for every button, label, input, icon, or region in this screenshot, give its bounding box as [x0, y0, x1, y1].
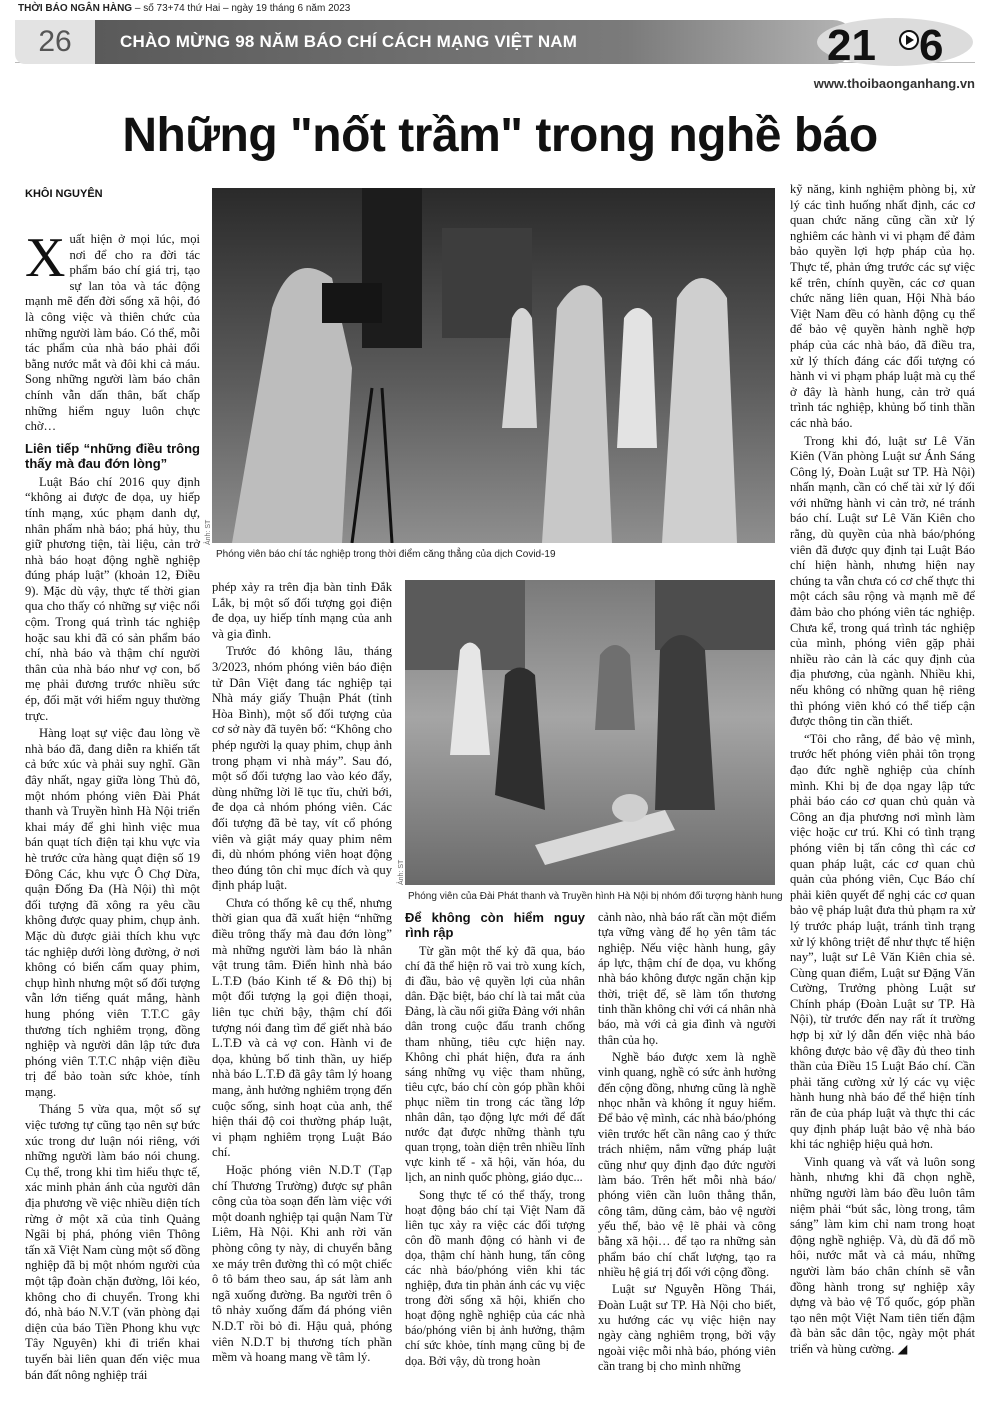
body-paragraph: Luật sư Nguyễn Hồng Thái, Đoàn Luật sư TP. Hà Nội cho biết, xu hướng các vụ việc hiện nay ngày càng nghiêm trọng, bởi vậy ngoài việc mỗi nhà báo, phóng viên cần trang bị cho mình những — [598, 1282, 776, 1373]
subhead-1: Liên tiếp “những điều trông thấy mà đau đớn lòng” — [25, 440, 200, 471]
photo-covid-reporters — [212, 188, 775, 543]
issue-info: – số 73+74 thứ Hai – ngày 19 tháng 6 năm 2023 — [132, 3, 351, 14]
body-paragraph: Trước đó không lâu, tháng 3/2023, nhóm phóng viên báo điện tử Dân Việt đang tác nghiệp tại Nhà máy giấy Thuận Phát (tỉnh Hòa Bình), một số đối tượng của cơ sở này đã tuyên bố: “Không cho phép người lạ quay phim, chụp ảnh trong phạm vi nhà máy”. Sau đó, một số đối tượng lao vào kéo đẩy, dùng những lời lẽ tục tĩu, chửi bới, đe dọa cả nhóm phóng viên. Các đối tượng đã bẻ tay, vít cổ phóng viên và giật máy quay phim nêm đi, dù nhóm phóng viên hoạt động theo đúng tôn chỉ mục đích và quy định pháp luật. — [212, 644, 392, 893]
anniversary-logo — [815, 16, 975, 66]
photo-1-caption: Phóng viên báo chí tác nghiệp trong thời điểm căng thẳng của dịch Covid-19 — [216, 549, 556, 560]
body-paragraph: cảnh nào, nhà báo rất cần một điểm tựa vững vàng để họ yên tâm tác nghiệp. Nếu việc hành hung, gây áp lực, thậm chí đe dọa, vu khống nhà báo không được ngăn chặn kịp thời, triệt để, sẽ làm tổn thương tinh thần không chỉ với cá nhân nhà báo, mà với cả gia đình và người thân của họ. — [598, 910, 776, 1047]
column-5 — [790, 182, 975, 1360]
body-paragraph: Từ gần một thế kỷ đã qua, báo chí đã thể hiện rõ vai trò xung kích, đi đầu, bảo vệ quyền lợi của nhân dân. Đặc biệt, báo chí là tai mắt của Đảng, là cầu nối giữa Đảng với nhân dân trong cuộc đấu tranh chống tham nhũng, tiêu cực hiện nay. Không chỉ phát hiện, đưa ra ánh sáng những vụ việc tham nhũng, tiêu cực, báo chí còn góp phần khôi phục niềm tin trong các tầng lớp nhân dân, tạo động lực mới để đất nước đạt được những thành tựu quan trọng, toàn diện trên nhiều lĩnh vực kinh tế - xã hội, văn hóa, du lịch, an ninh quốc phòng, giáo dục... — [405, 944, 585, 1185]
website-url: www.thoibaonganhang.vn — [813, 76, 975, 91]
body-paragraph: phép xảy ra trên địa bàn tỉnh Đắk Lắk, bị một số đối tượng gọi điện đe dọa, uy hiếp tính mạng của anh và gia đình. — [212, 580, 392, 641]
photo-credit: Ảnh: ST — [205, 519, 212, 545]
body-paragraph: kỹ năng, kinh nghiệm phòng bị, xử lý các tình huống nhất định, các cơ quan chức năng cũng cần xử lý nghiêm các hành vi vi phạm để đảm bảo quyền lợi hợp pháp của họ. Thực tế, phản ứng trước các sự việc kể trên, chính quyền, các cơ quan chức năng liên quan, Hội Nhà báo Việt Nam đều có hành động cụ thể để bảo vệ quyền hành nghề hợp pháp của các nhà báo, đã điều tra, xử lý thích đáng các đối tượng có hành vi vi phạm pháp luật mà cụ thể ở đây là hành hung, cản trở quá trình tác nghiệp, khủng bố tinh thần các nhà báo. — [790, 182, 975, 430]
photo-assault — [405, 580, 775, 885]
body-paragraph: Tháng 5 vừa qua, một số sự việc tương tự cũng tạo nên sự bức xúc trong dư luận nói riêng, với những người làm báo nói chung. Cụ thể, trong khi tìm hiểu thực tế, xác minh phản ánh của người dân địa phương về việc nhiều diện tích rừng ở một xã của tỉnh Quảng Ngãi bị phá, phóng viên Thông tấn xã Việt Nam cùng một số đồng nghiệp đã bị một nhóm người của một tập đoàn chặn đường, lôi kéo, không cho đi chuyển. Trong khi đó, nhà báo N.V.T (văn phòng đại diện của báo Tiền Phong khu vực Tây Nguyên) khi đi triển khai tuyến bài liên quan đến việc mua bán đất nông nghiệp trái — [25, 1102, 200, 1382]
masthead-line — [18, 3, 350, 14]
body-paragraph: Hoặc phóng viên N.D.T (Tạp chí Thương Trường) được sự phân công của tòa soạn đến làm việc với một doanh nghiệp tại quận Nam Từ Liêm, Hà Nội. Khi anh rời văn phòng công ty này, di chuyển bằng xe máy trên đường thì có một chiếc ô tô bám theo sau, áp sát làm anh ngã xuống đường. Ba người trên ô tô nhảy xuống đấm đá phóng viên N.D.T rồi bỏ đi. Hậu quả, phóng viên N.D.T bị thương tích phần mềm và hoang mang về tâm lý. — [212, 1162, 392, 1365]
svg-text:6: 6 — [919, 21, 944, 66]
column-4 — [598, 910, 776, 1376]
body-paragraph: Nghề báo được xem là nghề vinh quang, nghề có sức ảnh hưởng đến cộng đồng, nhưng cũng là nghề nhọc nhằn và không ít nguy hiểm. Để bảo vệ mình, các nhà báo/phóng viên trước hết cần nâng cao ý thức trách nhiệm, nắm vững pháp luật cũng như quy định đạo đức người làm báo. Trên hết mỗi nhà báo/ phóng viên cần luôn thẳng thắn, công tâm, dũng cảm, bảo vệ người yếu thế, bảo vệ lẽ phải và công bằng xã hội… để tạo ra những sản phẩm báo chí chất lượng, tạo ra nhiều hệ giá trị đối với cộng đồng. — [598, 1050, 776, 1279]
photo-2-caption: Phóng viên của Đài Phát thanh và Truyền hình Hà Nội bị nhóm đối tượng hành hung — [408, 891, 783, 902]
body-paragraph: Vinh quang và vất vả luôn song hành, nhưng khi đã chọn nghề, những người làm báo đều luôn tâm niệm phải “bút sắc, lòng trong, tâm sáng” làm kim chỉ nam trong hoạt động nghề nghiệp. Và, dù đã đổ mồ hôi, nước mắt và cả máu, những người làm báo chân chính sẽ vẫn đồng hành trong sự nghiệp xây dựng và bảo vệ Tổ quốc, góp phần tạo nên một Việt Nam tiên tiến đậm đà bản sắc dân tộc, ngày một phát triển và hùng cường. ◢ — [790, 1154, 975, 1356]
section-title: CHÀO MỪNG 98 NĂM BÁO CHÍ CÁCH MẠNG VIỆT NAM — [120, 32, 578, 51]
svg-text:21: 21 — [827, 21, 876, 66]
article-title: Những "nốt trầm" trong nghề báo — [122, 109, 878, 162]
column-2 — [212, 580, 392, 1368]
column-1 — [25, 227, 200, 1385]
photo-credit: Ảnh: ST — [398, 859, 405, 885]
body-paragraph: Hàng loạt sự việc đau lòng về nhà báo đã, đang diễn ra khiến tất cả bức xúc và phải suy nghĩ. Gần đây nhất, ngay giữa lòng Thủ đô, một nhóm phóng viên Đài Phát thanh và Truyền hình Hà Nội triển khai máy để ghi hình việc mua bán quạt tích điện tại khu vực vỉa hè trước cửa hàng quạt điện số 19 Đông Các, khu vực Ô Chợ Dừa, quận Đống Đa (Hà Nội) thì một đối tượng đã xông ra yêu cầu không được quay phim, chụp ảnh. Mặc dù được giải thích khu vực tác nghiệp dưới lòng đường, ở nơi không có biển cấm quay phim, chụp hình nhưng một số đối tượng vẫn lớn tiếng quát mắng, hành hung phóng viên T.T.C gây thương tích nghiêm trọng, đồng nghiệp và người dân lập tức đưa phóng viên T.T.C nhập viện điều trị để bảo toàn sức khỏe, tính mạng. — [25, 726, 200, 1099]
lead-paragraph: Xuất hiện ở mọi lúc, mọi nơi để cho ra đời tác phẩm báo chí giá trị, tạo sự lan tỏa và tác động mạnh mẽ đến đời sống xã hội, đó là công việc và thiên chức của những người làm báo. Có thể, mỗi tác phẩm của nhà báo phải đổi bằng nước mắt và đôi khi cả máu. Song những người làm báo chân chính vẫn dấn thân, bất chấp những hiểm nguy luôn chực chờ… — [25, 227, 200, 434]
section-banner — [15, 16, 975, 66]
dropcap: X — [25, 227, 66, 289]
page-number: 26 — [15, 20, 95, 64]
photo-2-image — [405, 580, 775, 885]
body-paragraph: “Tôi cho rằng, để bảo vệ mình, trước hết phóng viên phải tôn trọng đạo đức nghề nghiệp của chính mình. Khi bị đe dọa ngay lập tức phải báo cáo cơ quan chủ quản và Công an địa phương nơi mình làm việc hoặc cư trú. Khi có tình trạng phóng viên bị tấn công thì các cơ quan pháp luật, các cơ quan chủ quản của phóng viên, Cục Báo chí phải kiên quyết để nghị các cơ quan bảo vệ pháp luật đưa thủ phạm ra xử lý trước pháp luật, tránh tình trạng xử lý không triệt để như thực tế hiện nay”, luật sư Lê Văn Kiên chia sẻ. Cùng quan điểm, Luật sư Đặng Văn Cường, Trưởng phòng Luật sư Chính pháp (Đoàn Luật sư TP. Hà Nội), từ trước đến nay rất ít trường hợp bị xử lý dẫn đến việc nhà báo không được bảo vệ đầy đủ theo tinh thần của Điều 15 Luật Báo chí. Cần phải tăng cường xử lý các vụ việc hành hung nhà báo để thể hiện tính răn đe của pháp luật và thực thi các quy định pháp luật bảo vệ nhà báo khi tác nghiệp hiệu quả hơn. — [790, 731, 975, 1152]
body-paragraph: Song thực tế có thể thấy, trong hoạt động báo chí tại Việt Nam đã liên tục xảy ra việc các đối tượng côn đồ manh động có hành vi đe dọa, thậm chí hành hung, tấn công các nhà báo/phóng viên khi tác nghiệp, đưa tin phản ánh các vụ việc trong đời sống xã hội, khiến cho hoạt động nghề nghiệp của các nhà báo/phóng viên bị ảnh hưởng, thậm chí sức khỏe, tính mạng cũng bị đe dọa. Bởi vậy, dù trong hoàn — [405, 1187, 585, 1368]
column-3 — [405, 910, 585, 1371]
section-bar — [95, 20, 855, 64]
body-paragraph: Chưa có thống kê cụ thể, nhưng thời gian qua đã xuất hiện “những điều trông thấy mà đau đớn lòng” mà những người làm báo là nhân vật trung tâm. Điển hình nhà báo L.T.Đ (báo Kinh tế & Đô thị) bị một đối tượng lạ gọi điện thoại, liên tục chửi bậy, thậm chí đối tượng nói đang tìm để giết nhà báo L.T.Đ và cả vợ con. Hành vi đe dọa, khủng bố tinh thần, uy hiếp nhà báo L.T.Đ đã gây tâm lý hoang mang, ảnh hưởng nghiêm trọng đến cuộc sống, sinh hoạt của anh, thể hiện thái độ coi thường pháp luật, vi phạm nghiêm trọng Luật Báo chí. — [212, 895, 392, 1160]
paper-name: THỜI BÁO NGÂN HÀNG — [18, 3, 133, 14]
photo-1-image — [212, 188, 775, 543]
subhead-2: Để không còn hiểm nguy rình rập — [405, 910, 585, 940]
author-byline: KHÔI NGUYÊN — [25, 188, 103, 200]
body-paragraph: Trong khi đó, luật sư Lê Văn Kiên (Văn phòng Luật sư Ánh Sáng Công lý, Đoàn Luật sư TP. Hà Nội) nhấn mạnh, cần có chế tài xử lý đối với những hành vi cản trở, né tránh báo chí. Luật sư Lê Văn Kiên cho rằng, dù quyền của nhà báo/phóng viên đã được quy định tại Luật Báo chí hiện hành, nhưng hiện nay chúng ta vẫn chưa có cơ chế thực thi một cách sâu rộng và mạnh mẽ để đảm bảo cho phóng viên tác nghiệp. Chưa kể, trong quá trình tác nghiệp của mình, phóng viên gặp phải nhiều rào cản là các quy định của địa phương, của ngành. Nhiều khi, nếu không có những quan hệ riêng thì phóng viên khó có thể tiếp cận được thông tin cần thiết. — [790, 433, 975, 729]
body-paragraph: Luật Báo chí 2016 quy định “không ai được đe dọa, uy hiếp tính mạng, xúc phạm danh dự, nhân phẩm nhà báo; phá hủy, thu giữ phương tiện, tài liệu, cản trở nhà báo hoạt động nghề nghiệp đúng pháp luật” (khoản 12, Điều 9). Mặc dù vậy, thực tế thời gian qua cho thấy có những sự việc nổi cộm. Trong quá trình tác nghiệp hoặc sau khi đã có sản phẩm báo chí, nhà báo và thậm chí người thân của nhà báo như vợ con, bố mẹ phải đương trước nhiều sức ép, đối mặt với hiểm nguy thường trực. — [25, 474, 200, 723]
